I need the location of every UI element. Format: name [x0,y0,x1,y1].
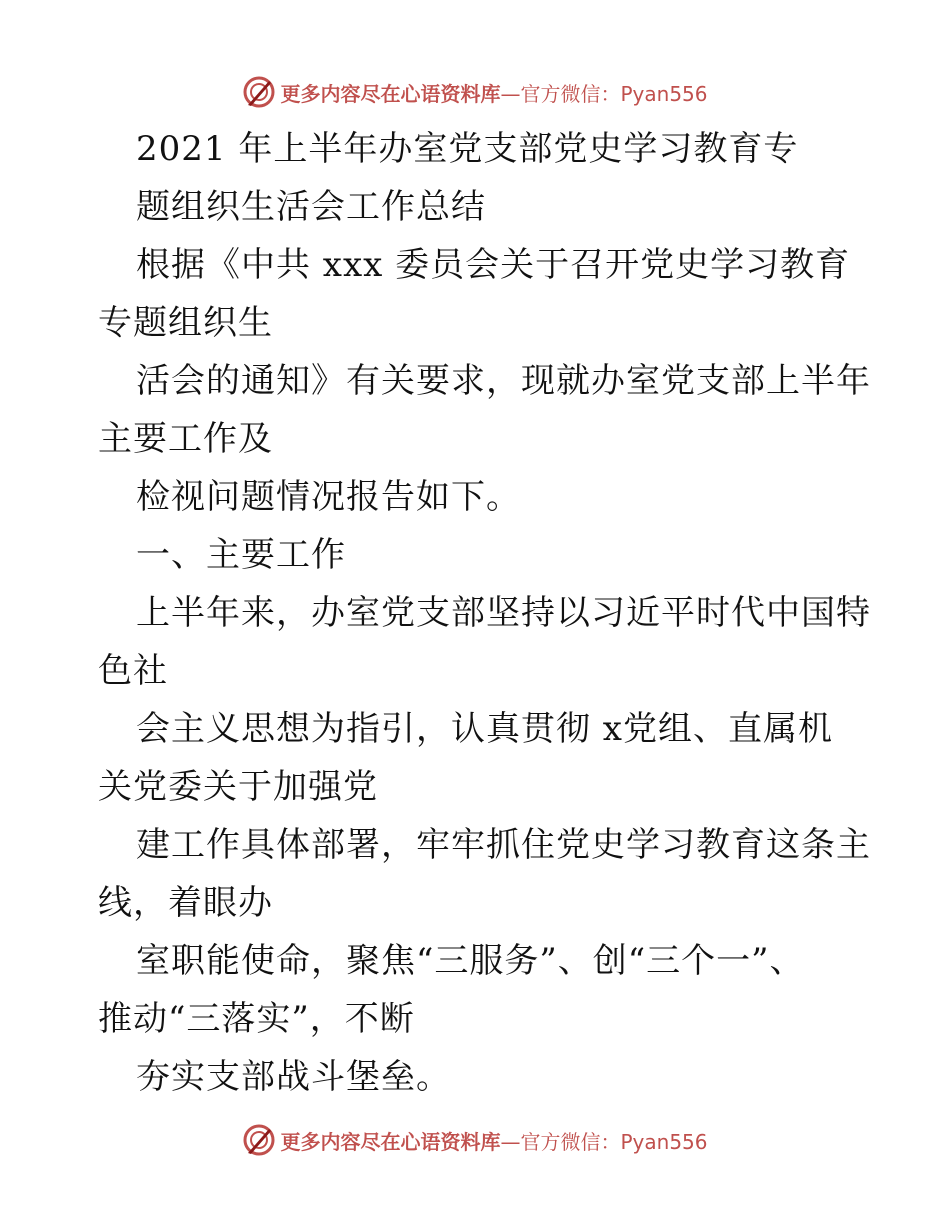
paragraph-line: 会主义思想为指引，认真贯彻 x党组、直属机 [136,709,833,749]
watermark-text: 更多内容尽在心语资料库—官方微信：Pyan556 [280,1129,708,1154]
watermark-text: 更多内容尽在心语资料库—官方微信：Pyan556 [280,81,708,106]
watermark-header [0,72,950,112]
paragraph-line: 上半年来，办室党支部坚持以习近平时代中国特 [136,593,871,633]
document-body [98,120,871,1106]
quill-logo-icon [242,1123,276,1157]
watermark-footer [0,1120,950,1160]
paragraph-line: 根据《中共 xxx 委员会关于召开党史学习教育 [136,245,851,285]
paragraph-line: 专题组织生 [98,303,273,343]
document-title-line-2: 题组织生活会工作总结 [136,187,486,227]
paragraph-line: 推动“三落实”，不断 [98,999,415,1039]
document-title-line-1: 2021 年上半年办室党支部党史学习教育专 [136,129,799,169]
paragraph-line: 建工作具体部署，牢牢抓住党史学习教育这条主 [136,825,871,865]
paragraph-line: 色社 [98,651,168,691]
section-heading: 一、主要工作 [136,535,346,575]
paragraph-line: 关党委关于加强党 [98,767,378,807]
paragraph-line: 线，着眼办 [98,883,273,923]
paragraph-line: 室职能使命，聚焦“三服务”、创“三个一”、 [136,941,805,981]
paragraph-line: 活会的通知》有关要求，现就办室党支部上半年 [136,361,871,401]
paragraph-line: 夯实支部战斗堡垒。 [136,1057,451,1097]
paragraph-line: 检视问题情况报告如下。 [136,477,521,517]
quill-logo-icon [242,75,276,109]
paragraph-line: 主要工作及 [98,419,273,459]
